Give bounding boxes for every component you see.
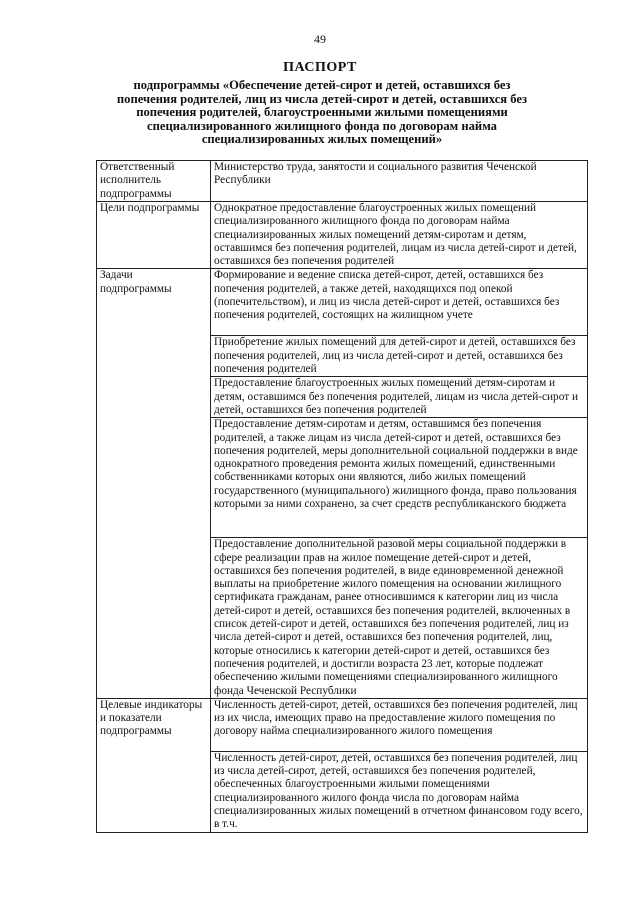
table-row [97,202,588,269]
subtitle-line: специализированного жилищного фонда по договорам найма [147,118,497,133]
page-number: 49 [314,32,326,46]
table-row [97,698,588,751]
subtitle-line: специализированных жилых помещений» [201,132,443,146]
table-row [97,269,588,336]
row-value-indicator-1: Численность детей-сирот, детей, оставшихся без попечения родителей, лиц из их числа, имеющих право на предоставление жилого помещения по договору найма специализированного жилого помещения [211,698,588,751]
row-value-task-5: Предоставление дополнительной разовой меры социальной поддержки в сфере реализации прав на жилое помещение детей-сирот и детей, оставшихся без попечения родителей, в виде единовременной денежной выплаты на приобретение жилого помещения на основании жилищного сертификата гражданам, ранее относившимся к категории лиц из числа детей-сирот и детей, оставшихся без попечения родителей, включенных в список детей-сирот и детей, оставшихся без попечения родителей, лиц из числа детей-сирот и детей, оставшихся без попечения родителей, лиц, которые относились к категории детей-сирот и детей, оставшихся без попечения родителей, и достигли возраста 23 лет, которые подлежат обеспечению жилыми помещениями специализированного жилищного фонда Чеченской Республики [211,538,588,699]
document-subtitle [96,79,548,147]
subtitle-line: попечения родителей, благоустроенными жилыми помещениями [136,105,508,119]
row-value-executor: Министерство труда, занятости и социального развития Чеченской Республики [211,161,588,202]
row-value-goals: Однократное предоставление благоустроенных жилых помещений специализированного жилищного фонда по договорам найма специализированных жилых помещений детям-сиротам и детям, оставшимся без попечения родителей, лицам из числа детей-сирот и детей, оставшихся без попечения родителей [211,202,588,269]
passport-table [96,160,588,833]
table-row [97,161,588,202]
row-value-task-1: Формирование и ведение списка детей-сирот, детей, оставшихся без попечения родителей, а также детей, находящихся под опекой (попечительством), и лиц из числа детей-сирот и детей, оставшихся без попечения родителей, состоящих на жилищном учете [211,269,588,336]
row-label-tasks: Задачи подпрограммы [97,269,211,698]
subtitle-line: подпрограммы «Обеспечение детей-сирот и детей, оставшихся без [133,78,511,92]
subtitle-line: попечения родителей, лиц из числа детей-сирот и детей, оставшихся без [116,91,528,106]
row-value-task-3: Предоставление благоустроенных жилых помещений детям-сиротам и детям, оставшимся без попечения родителей, лицам из числа детей-сирот и детей, оставшихся без попечения родителей [211,377,588,418]
document-title: ПАСПОРТ [283,60,357,75]
row-label-indicators: Целевые индикаторы и показатели подпрограммы [97,698,211,832]
row-value-indicator-2: Численность детей-сирот, детей, оставшихся без попечения родителей, лиц из числа детей-сирот, детей, оставшихся без попечения родителей, обеспеченных благоустроенными жилыми помещениями специализированного жилого фонда числа по договорам найма специализированных жилых помещений в отчетном финансовом году всего, в т.ч. [211,751,588,832]
row-value-task-4: Предоставление детям-сиротам и детям, оставшимся без попечения родителей, а также лицам из числа детей-сирот и детей, оставшихся без попечения родителей, меры дополнительной социальной поддержки в виде однократного проведения ремонта жилых помещений, единственными собственниками которых они являются, либо жилых помещений государственного (муниципального) жилищного фонда, право пользования которыми за ними сохранено, за счет средств республиканского бюджета [211,418,588,538]
row-label-goals: Цели подпрограммы [97,202,211,269]
row-value-task-2: Приобретение жилых помещений для детей-сирот и детей, оставшихся без попечения родителей, лиц из числа детей-сирот и детей, оставшихся без попечения родителей [211,336,588,377]
row-label-executor: Ответственный исполнитель подпрограммы [97,161,211,202]
